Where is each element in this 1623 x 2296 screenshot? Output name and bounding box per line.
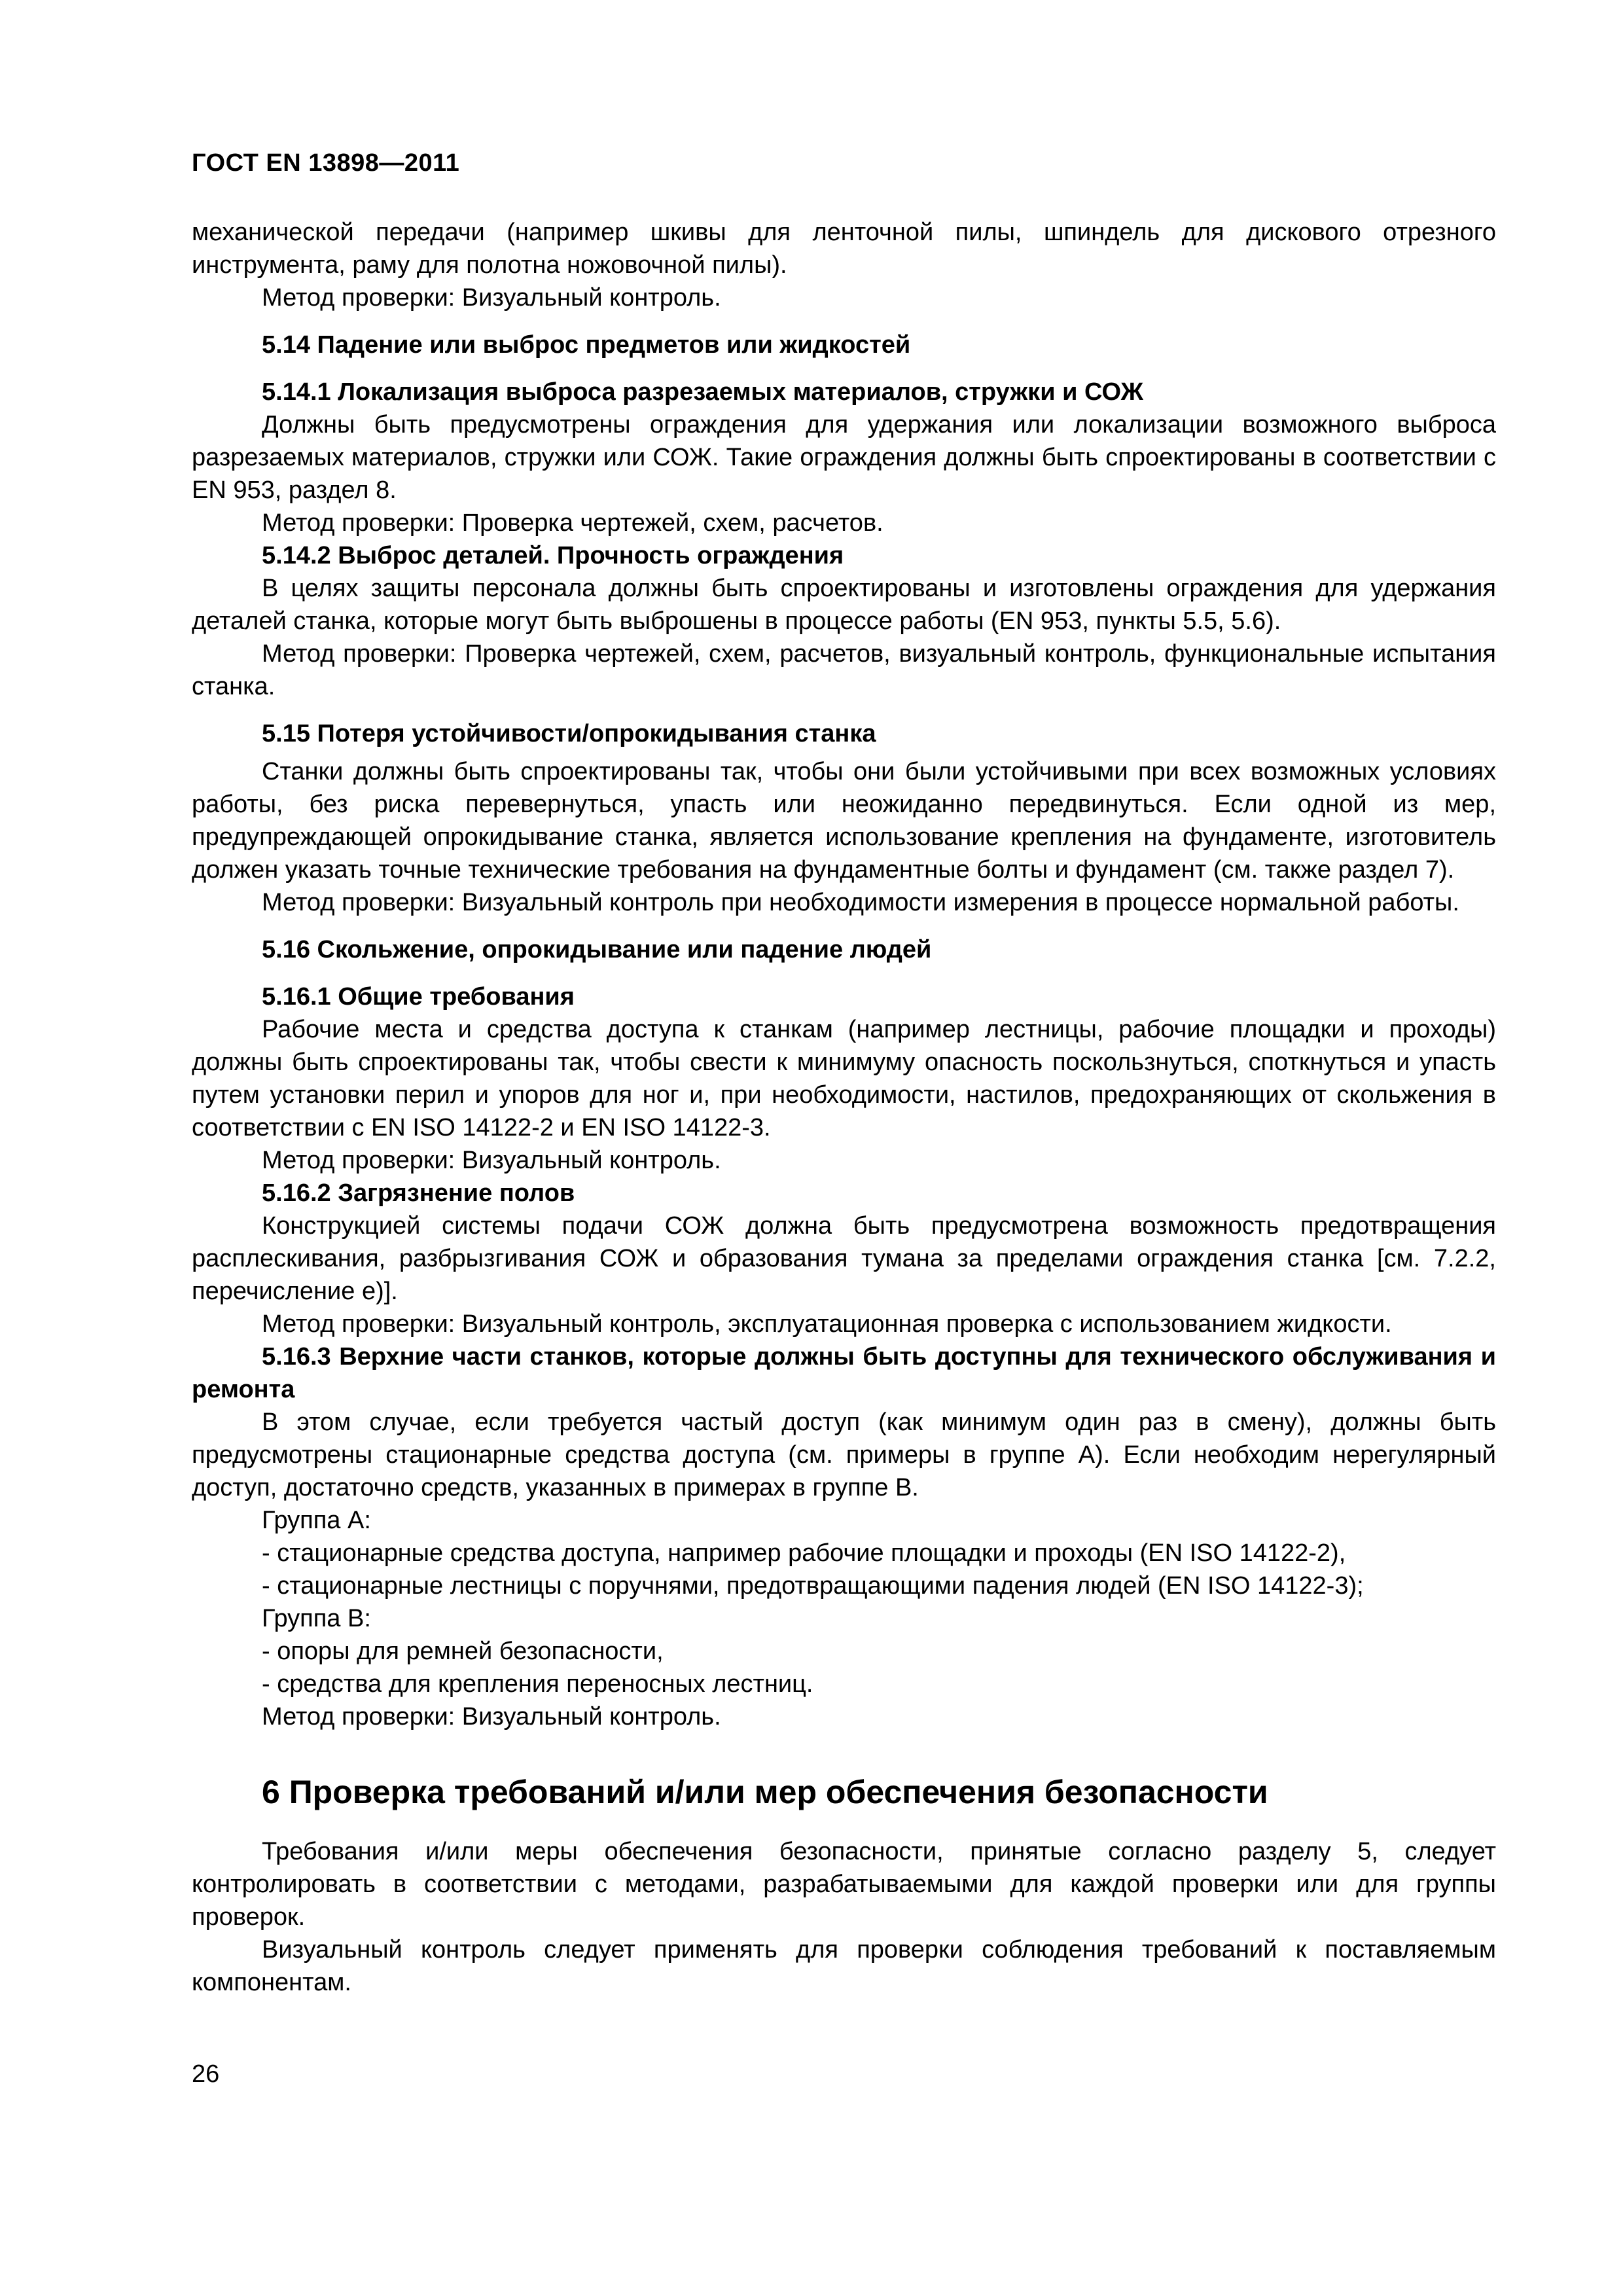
paragraph-continuation: механической передачи (например шкивы для ленточной пилы, шпиндель для дискового отрезного инструмента, раму для полотна ножовочной пилы). <box>192 219 1496 279</box>
group-b-label: Группа В: <box>262 1605 371 1632</box>
method-text: Метод проверки: Визуальный контроль, эксплуатационная проверка с использованием жидкости. <box>262 1310 1392 1338</box>
method-text: Метод проверки: Визуальный контроль. <box>262 1703 721 1731</box>
section-heading-5-16: 5.16 Скольжение, опрокидывание или падение людей <box>262 936 932 963</box>
page-body <box>192 216 1496 1999</box>
list-item: - опоры для ремней безопасности, <box>262 1638 664 1665</box>
section-heading-5-14: 5.14 Падение или выброс предметов или жидкостей <box>262 331 911 359</box>
paragraph-5-16-3: В этом случае, если требуется частый доступ (как минимум один раз в смену), должны быть предусмотрены стационарные средства доступа (см. примеры в группе А). Если необходим нерегулярный доступ, достаточно средств, указанных в примерах в группе В. <box>192 1408 1496 1501</box>
document-header: ГОСТ EN 13898—2011 <box>192 149 460 177</box>
method-text: Метод проверки: Проверка чертежей, схем, расчетов. <box>262 509 883 537</box>
method-text: Метод проверки: Проверка чертежей, схем, расчетов, визуальный контроль, функциональные испытания станка. <box>192 640 1496 700</box>
list-item: - средства для крепления переносных лестниц. <box>262 1670 813 1698</box>
paragraph-6-2: Визуальный контроль следует применять для проверки соблюдения требований к поставляемым компонентам. <box>192 1936 1496 1996</box>
paragraph-5-16-1: Рабочие места и средства доступа к станкам (например лестницы, рабочие площадки и проходы) должны быть спроектированы так, чтобы свести к минимуму опасность поскользнуться, споткнуться и упасть путем установки перил и упоров для ног и, при необходимости, настилов, предохраняющих от скольжения в соответствии с EN ISO 14122-2 и EN ISO 14122-3. <box>192 1016 1496 1141</box>
paragraph-5-16-2: Конструкцией системы подачи СОЖ должна быть предусмотрена возможность предотвращения расплескивания, разбрызгивания СОЖ и образования тумана за пределами ограждения станка [см. 7.2.2, перечисление е)]. <box>192 1212 1496 1305</box>
paragraph-5-15: Станки должны быть спроектированы так, чтобы они были устойчивыми при всех возможных условиях работы, без риска перевернуться, упасть или неожиданно передвинуться. Если одной из мер, предупреждающей опрокидывание станка, является использование крепления на фундаменте, изготовитель должен указать точные технические требования на фундаментные болты и фундамент (см. также раздел 7). <box>192 758 1496 884</box>
section-heading-5-16-2: 5.16.2 Загрязнение полов <box>262 1179 575 1207</box>
section-heading-5-16-1: 5.16.1 Общие требования <box>262 983 575 1011</box>
page-number: 26 <box>192 2060 220 2088</box>
paragraph-5-14-1: Должны быть предусмотрены ограждения для удержания или локализации возможного выброса разрезаемых материалов, стружки или СОЖ. Такие ограждения должны быть спроектированы в соответствии с EN 953, раздел 8. <box>192 411 1496 504</box>
list-item: - стационарные лестницы с поручнями, предотвращающими падения людей (EN ISO 14122-3); <box>262 1572 1364 1600</box>
section-heading-6: 6 Проверка требований и/или мер обеспечения безопасности <box>262 1774 1268 1810</box>
method-text: Метод проверки: Визуальный контроль. <box>262 284 721 312</box>
method-text: Метод проверки: Визуальный контроль. <box>262 1147 721 1174</box>
section-heading-5-16-3: 5.16.3 Верхние части станков, которые должны быть доступны для технического обслуживания и ремонта <box>192 1343 1496 1403</box>
group-a-label: Группа А: <box>262 1507 371 1534</box>
section-heading-5-15: 5.15 Потеря устойчивости/опрокидывания станка <box>262 720 876 747</box>
section-heading-5-14-2: 5.14.2 Выброс деталей. Прочность ограждения <box>262 542 844 569</box>
paragraph-6-1: Требования и/или меры обеспечения безопасности, принятые согласно разделу 5, следует контролировать в соответствии с методами, разрабатываемыми для каждой проверки или для группы проверок. <box>192 1838 1496 1931</box>
method-text: Метод проверки: Визуальный контроль при необходимости измерения в процессе нормальной работы. <box>262 889 1459 916</box>
list-item: - стационарные средства доступа, например рабочие площадки и проходы (EN ISO 14122-2), <box>262 1539 1346 1567</box>
section-heading-5-14-1: 5.14.1 Локализация выброса разрезаемых материалов, стружки и СОЖ <box>262 378 1143 406</box>
paragraph-5-14-2: В целях защиты персонала должны быть спроектированы и изготовлены ограждения для удержания деталей станка, которые могут быть выброшены в процессе работы (EN 953, пункты 5.5, 5.6). <box>192 575 1496 635</box>
